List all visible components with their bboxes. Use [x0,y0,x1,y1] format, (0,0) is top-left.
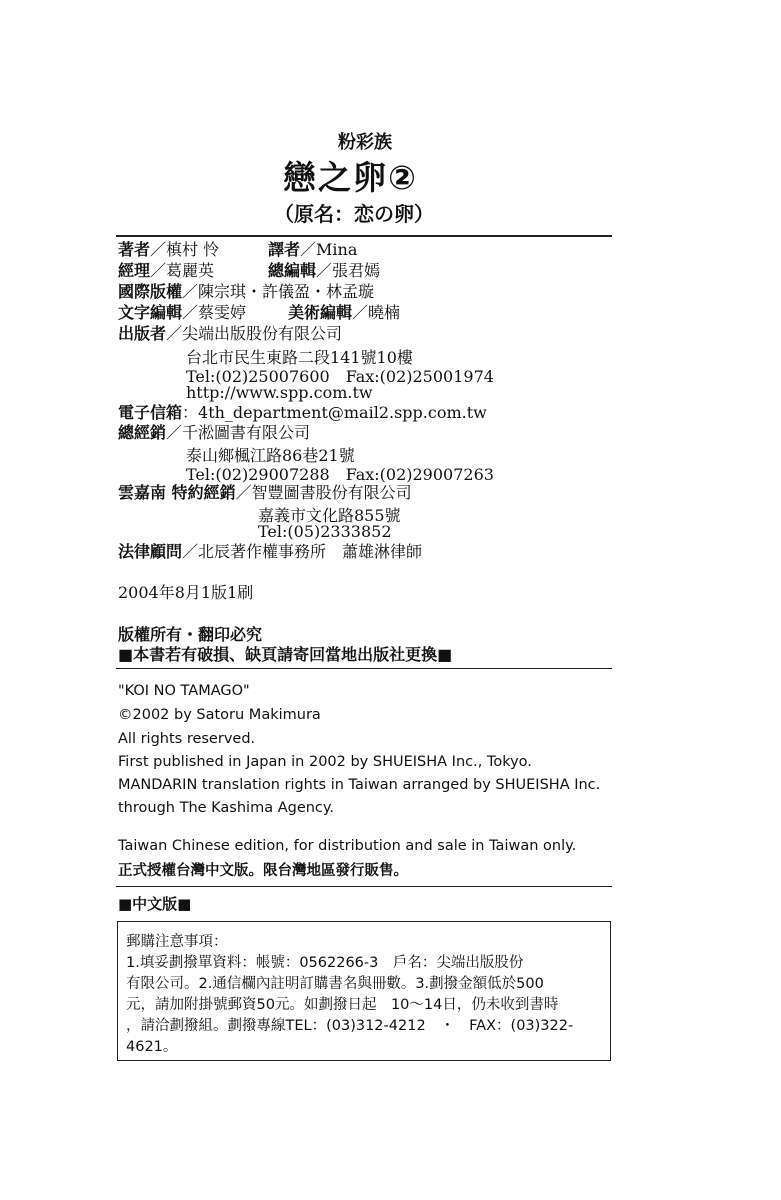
copyright-line: ©2002 by Satoru Makimura [118,707,321,723]
legal-label: 法律顧問 [118,542,183,561]
author-value: ／槙村 怜 [150,240,220,259]
top-divider [116,235,612,237]
credit-translator-row [268,240,357,260]
original-title: （原名：恋の卵） [274,202,434,226]
credit-intl-rights-row [118,282,374,302]
published-line: First published in Japan in 2002 by SHUEISHA Inc., Tokyo. [118,754,532,770]
credit-manager-row [118,261,214,281]
reserved-line: All rights reserved. [118,731,256,747]
intl-rights-value: ／陳宗琪・許儀盈・林孟璇 [182,282,375,301]
chief-editor-value: ／張君嫣 [316,261,381,280]
art-editor-value: ／曉楠 [352,303,401,322]
book-title: 戀之卵② [283,158,418,197]
rights-notice: 版權所有・翻印必究 [118,625,263,644]
credit-distributor-row [118,423,310,443]
email-value: ：4th_department@mail2.spp.com.tw [182,403,487,422]
mail-order-heading: 郵購注意事項： [126,934,228,950]
credit-legal-row [118,542,422,562]
mail-order-line: 元，請加附掛號郵資50元。如劃撥日起 10～14日，仍未收到書時 [126,997,559,1013]
english-title: "KOI NO TAMAGO" [118,683,250,699]
middle-divider [116,668,612,669]
translator-label: 譯者 [268,240,301,259]
distributor-address: 泰山鄉楓江路86巷21號 [186,446,355,465]
translator-value: ／Mina [300,240,358,259]
text-editor-label: 文字編輯 [118,303,183,322]
credit-publisher-row [118,324,342,344]
edition-label: ■中文版■ [118,895,192,913]
manager-value: ／葛麗英 [150,261,215,280]
mail-order-line: 4621。 [126,1039,178,1055]
legal-value: ／北辰著作權事務所 蕭雄淋律師 [182,542,423,561]
regional-value: ／智豐圖書股份有限公司 [235,483,412,502]
manager-label: 經理 [118,261,151,280]
email-label: 電子信箱 [118,403,183,422]
credit-chief-editor-row [268,261,380,281]
credit-author-row [118,240,219,260]
art-editor-label: 美術編輯 [288,303,353,322]
credit-text-editor-row [118,303,246,323]
publisher-value: ／尖端出版股份有限公司 [166,324,343,343]
publisher-label: 出版者 [118,324,167,343]
publisher-address: 台北市民生東路二段141號10樓 [186,348,413,367]
text-editor-value: ／蔡雯婷 [182,303,247,322]
mail-order-line: ，請洽劃撥組。劃撥專線TEL：(03)312-4212 ・ FAX：(03)322- [126,1018,574,1034]
intl-rights-label: 國際版權 [118,282,183,301]
agency-line: through The Kashima Agency. [118,800,335,816]
author-label: 著者 [118,240,151,259]
distribution-english: Taiwan Chinese edition, for distribution and sale in Taiwan only. [118,838,577,854]
damage-notice: ■本書若有破損、缺頁請寄回當地出版社更換■ [118,645,453,664]
series-name: 粉彩族 [338,132,392,153]
distributor-value: ／千淞圖書有限公司 [166,423,311,442]
distributor-phone: Tel:(02)29007288 Fax:(02)29007263 [186,465,494,484]
edition-divider [116,886,612,887]
mail-order-line: 1.填妥劃撥單資料：帳號：0562266-3 戶名：尖端出版股份 [126,955,524,971]
publisher-phone: Tel:(02)25007600 Fax:(02)25001974 [186,367,494,386]
credit-art-editor-row [288,303,400,323]
mandarin-rights-line: MANDARIN translation rights in Taiwan arranged by SHUEISHA Inc. [118,777,601,793]
edition-date: 2004年8月1版1刷 [118,583,254,602]
regional-label: 雲嘉南 特約經銷 [118,483,236,502]
credit-regional-row [118,483,412,503]
credit-email-row [118,403,487,423]
regional-address: 嘉義市文化路855號 [258,506,401,525]
mail-order-line: 有限公司。2.通信欄內註明訂購書名與冊數。3.劃撥金額低於500 [126,976,544,992]
distribution-chinese: 正式授權台灣中文版。限台灣地區發行販售。 [118,863,408,879]
chief-editor-label: 總編輯 [268,261,317,280]
publisher-url: http://www.spp.com.tw [186,383,373,402]
distributor-label: 總經銷 [118,423,167,442]
regional-phone: Tel:(05)2333852 [258,522,392,541]
